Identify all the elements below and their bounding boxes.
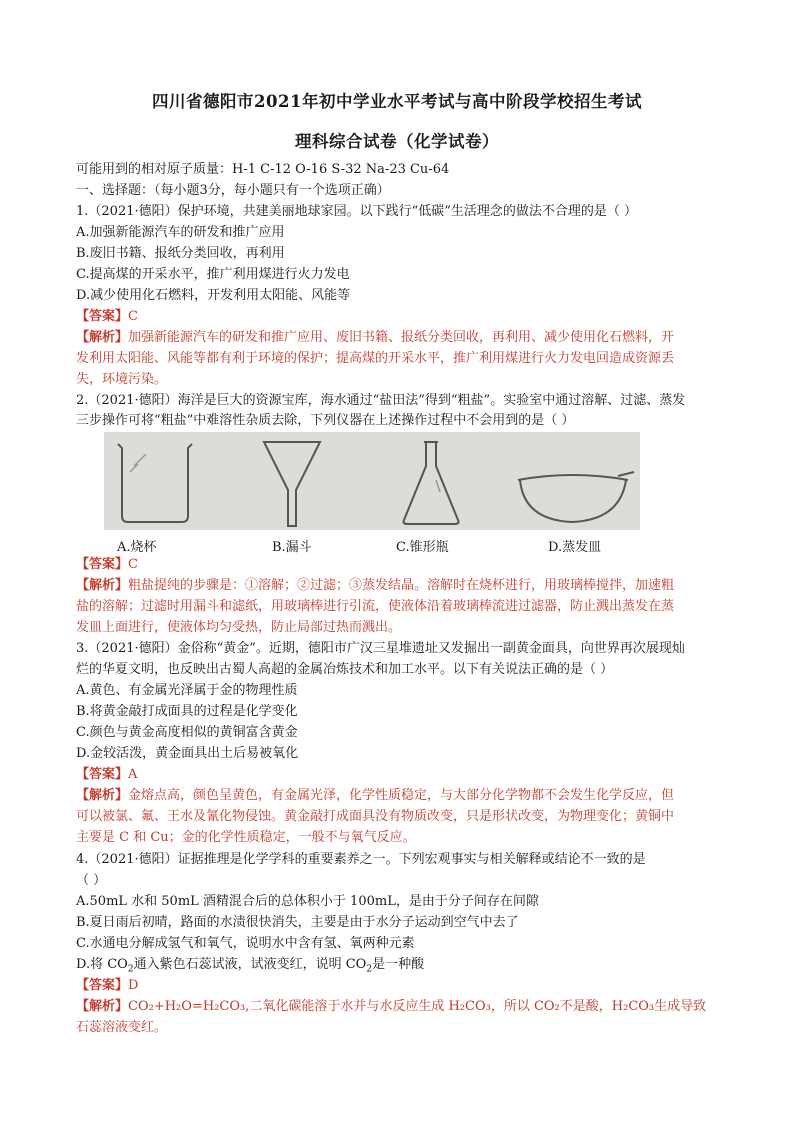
q3-stem-2: 烂的华夏文明，也反映出古蜀人高超的金属冶炼技术和加工水平。以下有关说法正确的是（ ） bbox=[76, 662, 614, 677]
caption-d: D.蒸发皿 bbox=[548, 540, 602, 555]
caption-b: B.漏斗 bbox=[272, 540, 312, 555]
q4-option-a: A.50mL 水和 50mL 酒精混合后的总体积小于 100mL，是由于分子间存在间隙 bbox=[76, 894, 539, 909]
atomic-masses: 可能用到的相对原子质量：H-1 C-12 O-16 S-32 Na-23 Cu-64 bbox=[76, 162, 450, 177]
q3-analysis-2: 可以被氯、氟、王水及氰化物侵蚀。黄金敲打成面具没有物质改变，只是形状改变，为物理变化；黄铜中 bbox=[76, 809, 675, 824]
subscript: 2 bbox=[127, 964, 134, 975]
q1-option-b: B.废旧书籍、报纸分类回收，再利用 bbox=[76, 246, 285, 261]
page-subtitle: 理科综合试卷（化学试卷） bbox=[295, 132, 499, 151]
answer-tag: 【答案】 bbox=[76, 557, 129, 572]
q1-option-a: A.加强新能源汽车的研发和推广应用 bbox=[76, 225, 285, 240]
answer-value: C bbox=[128, 557, 138, 572]
q1-stem: 1.（2021·德阳）保护环境，共建美丽地球家园。以下践行“低碳”生活理念的做法不合理的是（ ） bbox=[76, 204, 638, 219]
q3-analysis-3: 主要是 C 和 Cu；金的化学性质稳定，一般不与氧气反应。 bbox=[76, 830, 416, 845]
analysis-tag: 【解析】 bbox=[76, 578, 129, 593]
caption-a: A.烧杯 bbox=[117, 540, 157, 555]
analysis-tag: 【解析】 bbox=[76, 999, 129, 1014]
answer-tag: 【答案】 bbox=[76, 978, 129, 993]
q1-option-d: D.减少使用化石燃料，开发利用太阳能、风能等 bbox=[76, 288, 351, 303]
caption-c: C.锥形瓶 bbox=[396, 540, 449, 555]
q2-analysis-2: 盐的溶解；过滤时用漏斗和滤纸，用玻璃棒进行引流，使液体沿着玻璃棒流进过滤器，防止溅出蒸发在蒸 bbox=[76, 599, 675, 614]
analysis-text: 加强新能源汽车的研发和推广应用、废旧书籍、报纸分类回收，再利用、减少使用化石燃料，开 bbox=[128, 330, 675, 345]
q3-answer bbox=[76, 765, 137, 785]
answer-value: D bbox=[128, 978, 139, 993]
analysis-tag: 【解析】 bbox=[76, 788, 129, 803]
q2-analysis-3: 发皿上面进行，使液体均匀受热，防止局部过热而溅出。 bbox=[76, 620, 402, 635]
funnel-icon bbox=[264, 442, 320, 526]
analysis-tag: 【解析】 bbox=[76, 330, 129, 345]
option-d-text: D.将 CO bbox=[76, 957, 128, 972]
q3-stem-1: 3.（2021·德阳）金俗称“黄金”。近期，德阳市广汉三星堆遗址又发掘出一副黄金面具，向世界再次展现灿 bbox=[76, 641, 685, 656]
q2-stem-1: 2.（2021·德阳）海洋是巨大的资源宝库，海水通过“盐田法”得到“粗盐”。实验室中通过溶解、过滤、蒸发 bbox=[76, 393, 686, 408]
conical-flask-icon bbox=[404, 442, 459, 524]
section-heading: 一、选择题：（每小题3分，每小题只有一个选项正确） bbox=[76, 183, 390, 198]
q1-option-c: C.提高煤的开采水平，推广利用煤进行火力发电 bbox=[76, 267, 350, 282]
q3-option-b: B.将黄金敲打成面具的过程是化学变化 bbox=[76, 704, 298, 719]
apparatus-image bbox=[104, 432, 640, 530]
subscript: 2 bbox=[366, 964, 373, 975]
evaporating-dish-icon bbox=[518, 472, 634, 522]
q1-analysis-1 bbox=[76, 328, 674, 348]
answer-value: C bbox=[128, 309, 138, 324]
answer-tag: 【答案】 bbox=[76, 767, 129, 782]
q1-answer bbox=[76, 307, 138, 327]
beaker-icon bbox=[118, 444, 192, 522]
q4-option-b: B.夏日雨后初晴，路面的水渍很快消失，主要是由于水分子运动到空气中去了 bbox=[76, 915, 519, 930]
q2-stem-2: 三步操作可将“粗盐”中难溶性杂质去除，下列仪器在上述操作过程中不会用到的是（ ） bbox=[76, 413, 575, 428]
analysis-text: 粗盐提纯的步骤是：①溶解；②过滤；③蒸发结晶。溶解时在烧杯进行，用玻璃棒搅拌，加速粗 bbox=[128, 578, 675, 593]
q3-option-a: A.黄色、有金属光泽属于金的物理性质 bbox=[76, 683, 298, 698]
answer-value: A bbox=[128, 767, 138, 782]
q2-answer bbox=[76, 555, 138, 575]
apparatus-svg bbox=[104, 432, 640, 530]
analysis-text: CO₂+H₂O=H₂CO₃,二氧化碳能溶于水并与水反应生成 H₂CO₃，所以 CO₂不是酸，H₂CO₃生成导致 bbox=[128, 999, 707, 1014]
q3-option-c: C.颜色与黄金高度相似的黄铜富含黄金 bbox=[76, 725, 298, 740]
option-d-text: 通入紫色石蕊试液，试液变红，说明 CO bbox=[133, 957, 367, 972]
q3-option-d: D.金较活泼，黄金面具出土后易被氧化 bbox=[76, 746, 299, 761]
page-title: 四川省德阳市2021年初中学业水平考试与高中阶段学校招生考试 bbox=[152, 92, 642, 111]
q4-analysis-1 bbox=[76, 997, 706, 1017]
q2-analysis-1 bbox=[76, 576, 674, 596]
q1-analysis-2: 发利用太阳能、风能等都有利于环境的保护；提高煤的开采水平，推广利用煤进行火力发电回造成资源丢 bbox=[76, 351, 675, 366]
analysis-text: 金熔点高，颜色呈黄色，有金属光泽，化学性质稳定，与大部分化学物都不会发生化学反应，但 bbox=[128, 788, 675, 803]
q4-stem-1: 4.（2021·德阳）证据推理是化学学科的重要素养之一。下列宏观事实与相关解释或结论不一致的是 bbox=[76, 852, 646, 867]
q4-analysis-2: 石蕊溶液变红。 bbox=[76, 1020, 168, 1035]
q1-analysis-3: 失，环境污染。 bbox=[76, 372, 168, 387]
option-d-text: 是一种酸 bbox=[372, 957, 425, 972]
answer-tag: 【答案】 bbox=[76, 309, 129, 324]
q3-analysis-1 bbox=[76, 786, 674, 806]
q4-stem-2: （ ） bbox=[76, 873, 107, 888]
q4-answer bbox=[76, 976, 138, 996]
q4-option-c: C.水通电分解成氢气和氧气，说明水中含有氢、氧两种元素 bbox=[76, 936, 415, 951]
